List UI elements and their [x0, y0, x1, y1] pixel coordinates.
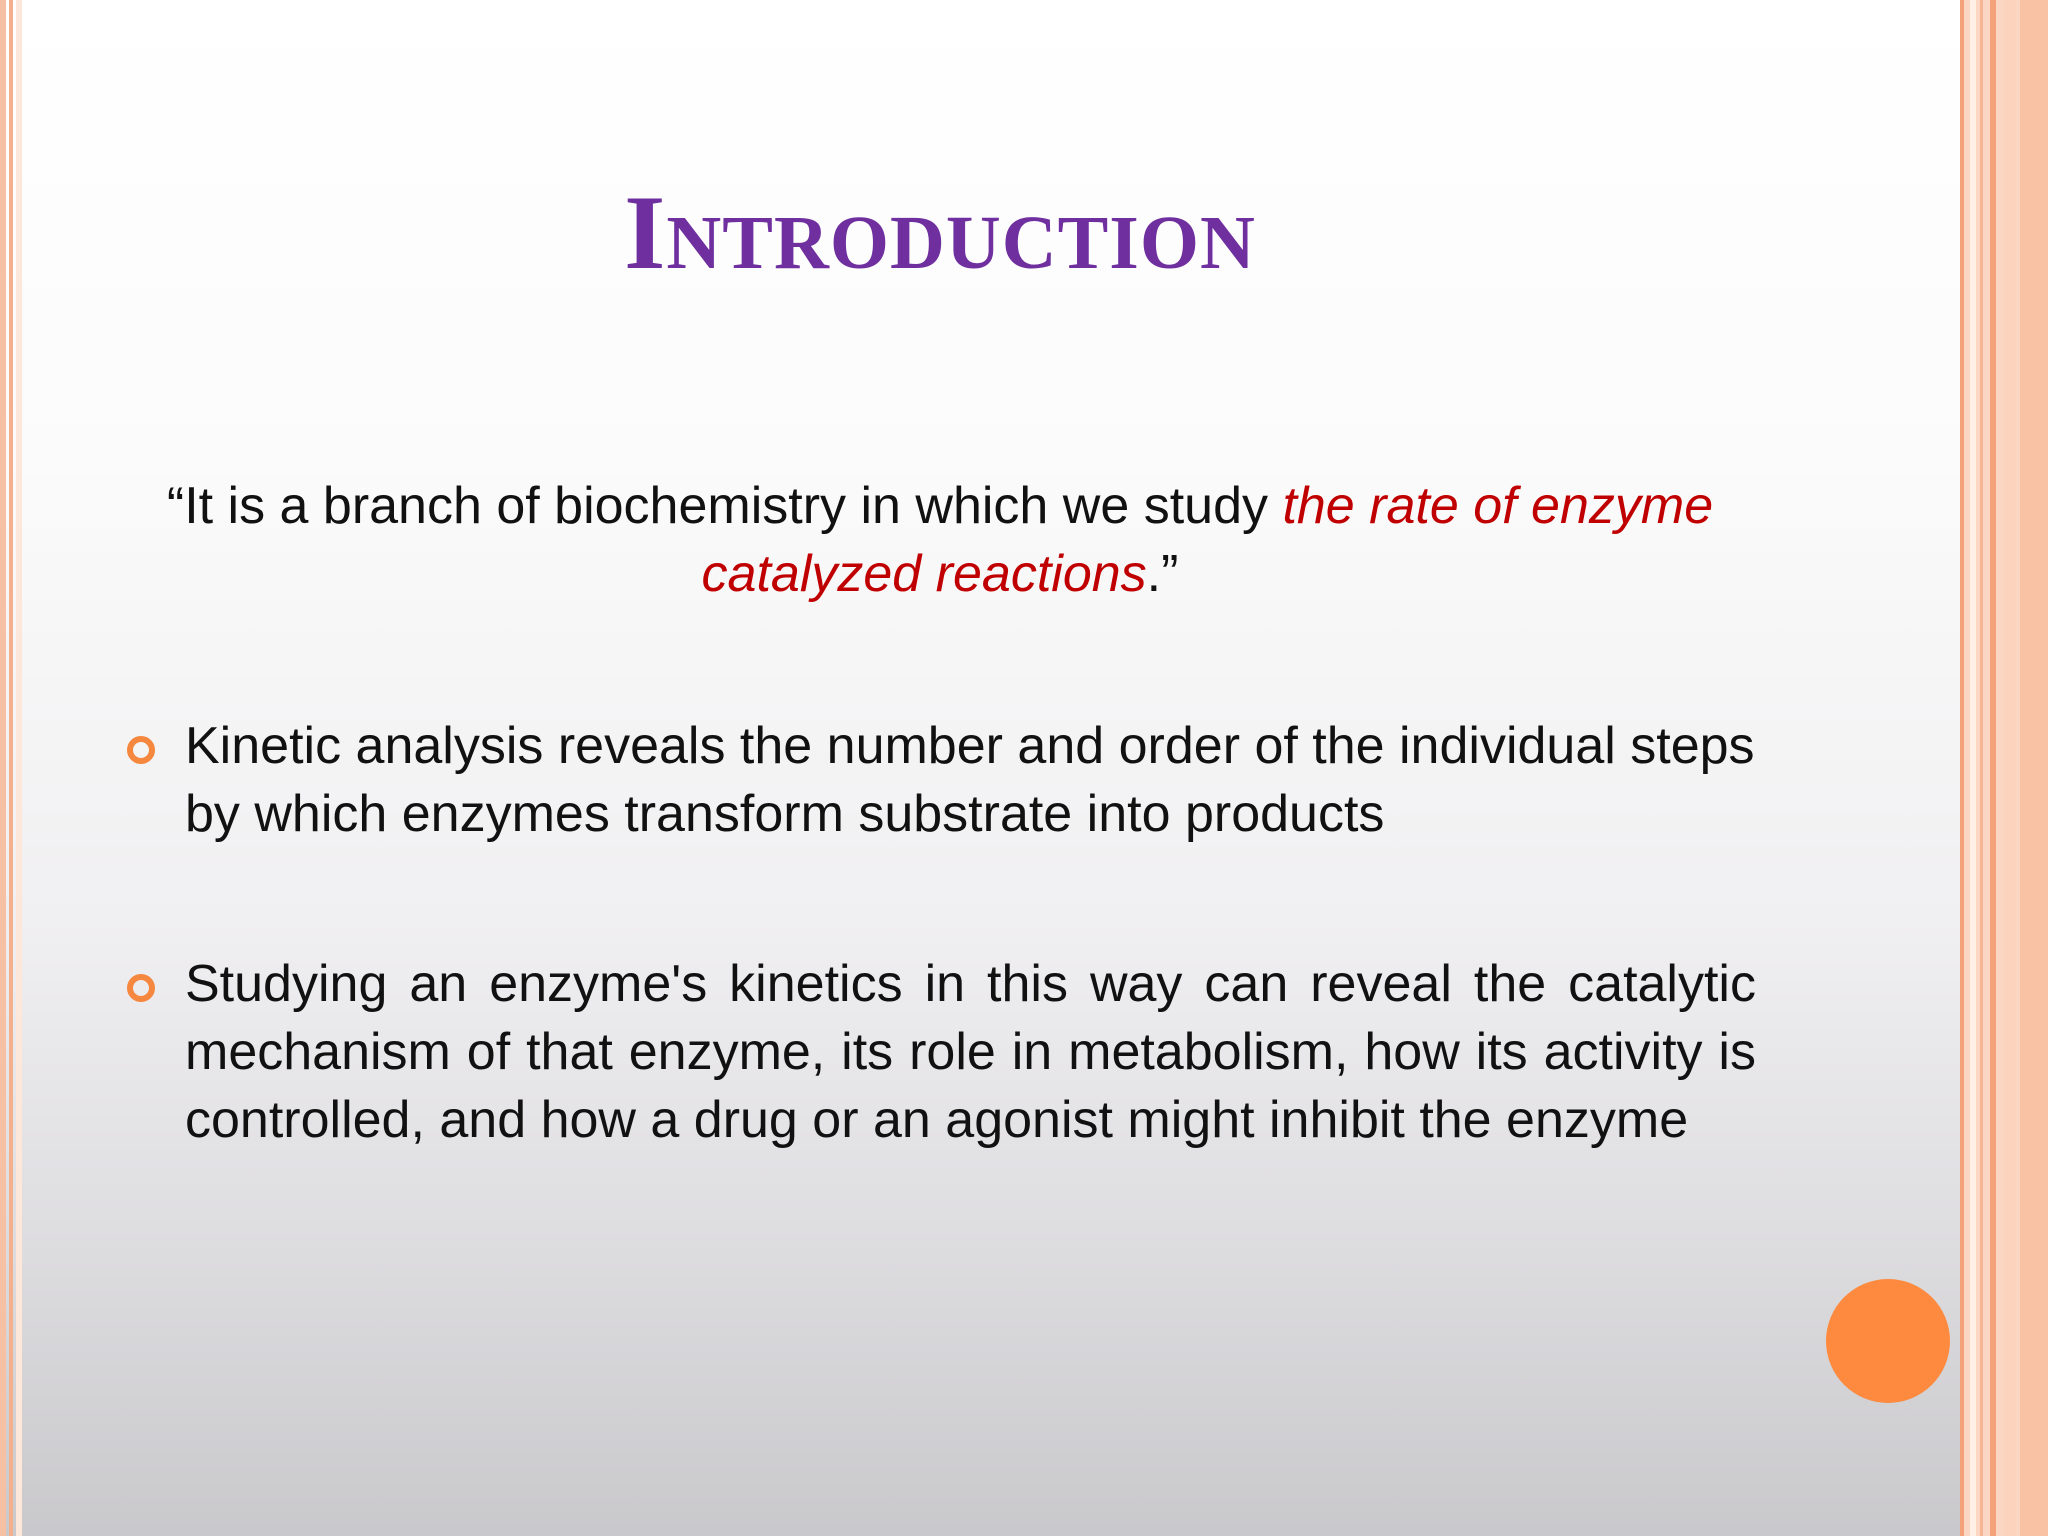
title-rest: NTRODUCTION: [666, 201, 1256, 285]
decorative-circle-icon: [1826, 1279, 1950, 1403]
quote-close-text: .”: [1146, 545, 1179, 603]
right-border-stripe: [1960, 0, 1964, 1536]
slide-title: [0, 174, 1880, 291]
ring-bullet-icon: [127, 736, 155, 764]
right-border-stripe: [2004, 0, 2016, 1536]
right-border-stripe: [1980, 0, 1983, 1536]
ring-bullet-icon: [127, 974, 155, 1002]
quote-highlight-text: the rate of enzyme catalyzed reactions: [701, 477, 1714, 603]
definition-quote: [160, 472, 1720, 608]
bullet-item: [120, 950, 1756, 1154]
right-border-stripe: [1970, 0, 1976, 1536]
title-first-letter: I: [624, 174, 667, 291]
quote-open-text: “It is a branch of biochemistry in which we study: [166, 477, 1283, 535]
bullet-list: [120, 712, 1756, 1154]
right-border-stripe: [2020, 0, 2048, 1536]
bullet-item: [120, 712, 1756, 848]
right-border-stripe: [1990, 0, 1996, 1536]
bullet-text: Kinetic analysis reveals the number and order of the individual steps by which enzymes transform substrate into products: [185, 717, 1755, 843]
bullet-text: Studying an enzyme's kinetics in this way can reveal the catalytic mechanism of that enzyme, its role in metabolism, how its activity is controlled, and how a drug or an agonist might inhibit the enzyme: [185, 955, 1756, 1149]
